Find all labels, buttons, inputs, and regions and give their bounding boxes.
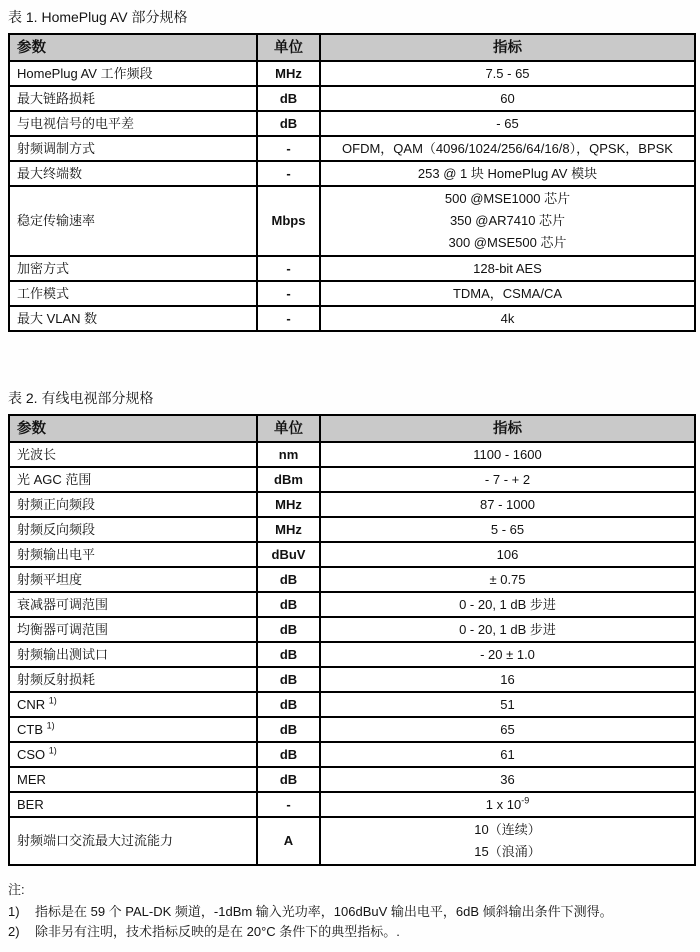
table-row bbox=[9, 492, 695, 517]
param-cell: 最大 VLAN 数 bbox=[9, 306, 257, 331]
param-cell: BER bbox=[9, 792, 257, 817]
table-row bbox=[9, 86, 695, 111]
unit-cell: - bbox=[257, 281, 320, 306]
table-row bbox=[9, 256, 695, 281]
value-cell bbox=[320, 186, 695, 256]
note-number: 2) bbox=[8, 924, 20, 939]
table-row bbox=[9, 442, 695, 467]
unit-cell: A bbox=[257, 817, 320, 865]
param-cell: CNR $^{1)}$ bbox=[9, 692, 257, 717]
column-header-value: 指标 bbox=[320, 34, 695, 61]
param-cell: 最大终端数 bbox=[9, 161, 257, 186]
param-cell: 射频反向频段 bbox=[9, 517, 257, 542]
unit-cell: dB bbox=[257, 111, 320, 136]
param-cell: 射频平坦度 bbox=[9, 567, 257, 592]
param-cell: 射频反射损耗 bbox=[9, 667, 257, 692]
table-row bbox=[9, 467, 695, 492]
value-cell: 0 - 20, 1 dB 步进 bbox=[320, 592, 695, 617]
param-cell: 射频端口交流最大过流能力 bbox=[9, 817, 257, 865]
unit-cell: - bbox=[257, 306, 320, 331]
param-cell: 射频正向频段 bbox=[9, 492, 257, 517]
note-text: 除非另有注明，技术指标反映的是在 20°C 条件下的典型指标。. bbox=[35, 924, 400, 939]
param-cell: HomePlug AV 工作频段 bbox=[9, 61, 257, 86]
value-line: 15（浪涌） bbox=[474, 844, 541, 859]
value-cell: 16 bbox=[320, 667, 695, 692]
unit-cell: dB bbox=[257, 617, 320, 642]
unit-cell: dB bbox=[257, 667, 320, 692]
value-cell: OFDM，QAM（4096/1024/256/64/16/8），QPSK，BPSK bbox=[320, 136, 695, 161]
value-cell: 0 - 20, 1 dB 步进 bbox=[320, 617, 695, 642]
value-cell: ± 0.75 bbox=[320, 567, 695, 592]
param-cell: 均衡器可调范围 bbox=[9, 617, 257, 642]
param-cell: 衰减器可调范围 bbox=[9, 592, 257, 617]
unit-cell: - bbox=[257, 256, 320, 281]
value-cell: 1 x $10^{-9}$ bbox=[320, 792, 695, 817]
notes-section bbox=[8, 880, 694, 942]
value-cell: 1100 - 1600 bbox=[320, 442, 695, 467]
footnote-ref: 1) bbox=[48, 695, 57, 706]
note-text: 指标是在 59 个 PAL-DK 频道，-1dBm 输入光功率，106dBuV 输出电平，6dB 倾斜输出条件下测得。 bbox=[35, 904, 613, 919]
param-cell: 光波长 bbox=[9, 442, 257, 467]
value-cell: 7.5 - 65 bbox=[320, 61, 695, 86]
table-row bbox=[9, 792, 695, 817]
value-cell: 65 bbox=[320, 717, 695, 742]
unit-cell: - bbox=[257, 792, 320, 817]
table-row bbox=[9, 767, 695, 792]
unit-cell: dB bbox=[257, 717, 320, 742]
param-cell: CSO $^{1)}$ bbox=[9, 742, 257, 767]
value-cell: 36 bbox=[320, 767, 695, 792]
table-row bbox=[9, 281, 695, 306]
value-cell bbox=[320, 817, 695, 865]
column-header-param: 参数 bbox=[9, 34, 257, 61]
table-row bbox=[9, 717, 695, 742]
param-cell: 加密方式 bbox=[9, 256, 257, 281]
table-row bbox=[9, 642, 695, 667]
unit-cell: dB bbox=[257, 767, 320, 792]
table-row bbox=[9, 136, 695, 161]
param-cell: 射频输出电平 bbox=[9, 542, 257, 567]
table-row bbox=[9, 186, 695, 256]
unit-cell: MHz bbox=[257, 517, 320, 542]
unit-cell: dB bbox=[257, 86, 320, 111]
table-row bbox=[9, 742, 695, 767]
unit-cell: Mbps bbox=[257, 186, 320, 256]
unit-cell: dB bbox=[257, 567, 320, 592]
table-row bbox=[9, 517, 695, 542]
param-cell: 最大链路损耗 bbox=[9, 86, 257, 111]
column-header-unit: 单位 bbox=[257, 34, 320, 61]
value-line: 300 @MSE500 芯片 bbox=[448, 235, 567, 250]
note-item bbox=[8, 902, 694, 922]
param-cell: 与电视信号的电平差 bbox=[9, 111, 257, 136]
exponent: -9 bbox=[521, 795, 530, 806]
unit-cell: dB bbox=[257, 642, 320, 667]
unit-cell: dBm bbox=[257, 467, 320, 492]
unit-cell: dB bbox=[257, 692, 320, 717]
value-cell: 253 @ 1 块 HomePlug AV 模块 bbox=[320, 161, 695, 186]
unit-cell: nm bbox=[257, 442, 320, 467]
notes-label: 注: bbox=[8, 882, 25, 897]
value-cell: 106 bbox=[320, 542, 695, 567]
unit-cell: dB bbox=[257, 742, 320, 767]
value-cell: 51 bbox=[320, 692, 695, 717]
table2-title: 表 2. 有线电视部分规格 bbox=[8, 390, 154, 406]
param-cell: 射频调制方式 bbox=[9, 136, 257, 161]
table1-title: 表 1. HomePlug AV 部分规格 bbox=[8, 9, 188, 25]
value-cell: - 65 bbox=[320, 111, 695, 136]
value-cell: 4k bbox=[320, 306, 695, 331]
table-row bbox=[9, 567, 695, 592]
note-number: 1) bbox=[8, 904, 20, 919]
table-row bbox=[9, 542, 695, 567]
table-row bbox=[9, 667, 695, 692]
value-cell: - 7 - + 2 bbox=[320, 467, 695, 492]
value-cell: 61 bbox=[320, 742, 695, 767]
value-line: 350 @AR7410 芯片 bbox=[449, 213, 566, 228]
value-cell: 60 bbox=[320, 86, 695, 111]
table1-section bbox=[8, 8, 694, 332]
column-header-unit: 单位 bbox=[257, 415, 320, 442]
table-row bbox=[9, 617, 695, 642]
unit-cell: dBuV bbox=[257, 542, 320, 567]
unit-cell: MHz bbox=[257, 492, 320, 517]
footnote-ref: 1) bbox=[46, 720, 55, 731]
unit-cell: - bbox=[257, 161, 320, 186]
value-cell: - 20 ± 1.0 bbox=[320, 642, 695, 667]
table-row bbox=[9, 692, 695, 717]
table-row bbox=[9, 306, 695, 331]
param-cell: CTB $^{1)}$ bbox=[9, 717, 257, 742]
value-cell: 87 - 1000 bbox=[320, 492, 695, 517]
param-cell: 射频输出测试口 bbox=[9, 642, 257, 667]
column-header-value: 指标 bbox=[320, 415, 695, 442]
table-row bbox=[9, 161, 695, 186]
table2-catv-specs bbox=[8, 414, 696, 866]
value-cell: TDMA，CSMA/CA bbox=[320, 281, 695, 306]
value-cell: 128-bit AES bbox=[320, 256, 695, 281]
table-row bbox=[9, 111, 695, 136]
column-header-param: 参数 bbox=[9, 415, 257, 442]
table2-section bbox=[8, 389, 694, 866]
header-row bbox=[9, 34, 695, 61]
notes-list bbox=[8, 902, 694, 942]
table-row bbox=[9, 817, 695, 865]
note-item bbox=[8, 922, 694, 942]
value-cell: 5 - 65 bbox=[320, 517, 695, 542]
unit-cell: dB bbox=[257, 592, 320, 617]
table-row bbox=[9, 61, 695, 86]
value-line: 500 @MSE1000 芯片 bbox=[444, 191, 571, 206]
param-cell: 光 AGC 范围 bbox=[9, 467, 257, 492]
unit-cell: MHz bbox=[257, 61, 320, 86]
param-cell: 工作模式 bbox=[9, 281, 257, 306]
param-cell: 稳定传输速率 bbox=[9, 186, 257, 256]
param-cell: MER bbox=[9, 767, 257, 792]
unit-cell: - bbox=[257, 136, 320, 161]
table-row bbox=[9, 592, 695, 617]
value-line: 10（连续） bbox=[474, 822, 541, 837]
table1-homeplug-av-specs bbox=[8, 33, 696, 332]
header-row bbox=[9, 415, 695, 442]
footnote-ref: 1) bbox=[48, 745, 57, 756]
